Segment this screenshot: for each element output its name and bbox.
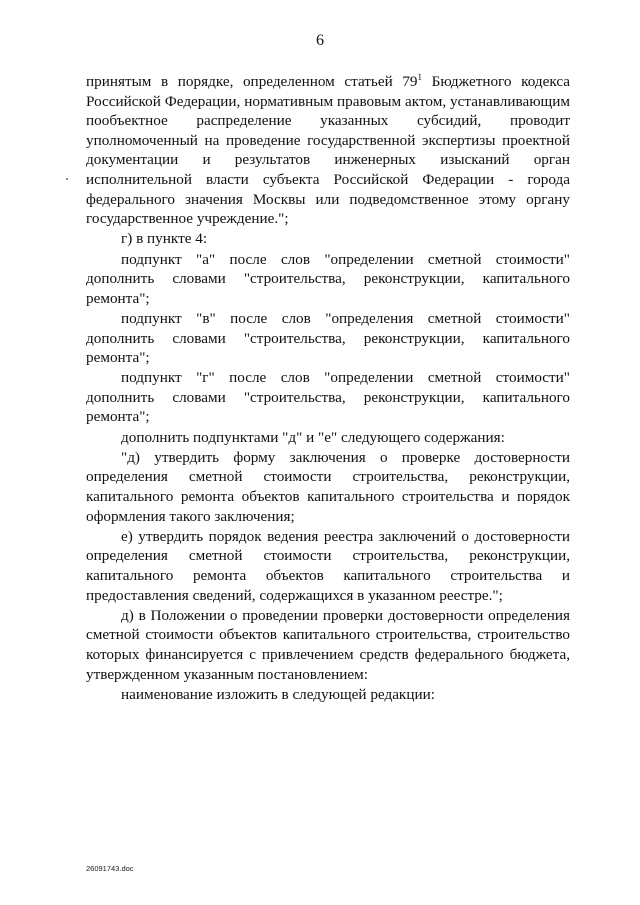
paragraph-5: подпункт "г" после слов "определении сметной стоимости" дополнить словами "строительства, реконструкции, капитального ремонта"; — [86, 369, 570, 426]
paragraph-9: д) в Положении о проведении проверки достоверности определения сметной стоимости объектов капитального строительства, строительство которых финансируется с привлечением средств федерального бюджета, утвержденном указанным постановлением: — [86, 606, 570, 683]
paragraph-10: наименование изложить в следующей редакции: — [121, 685, 435, 703]
paragraph-3: подпункт "а" после слов "определении сметной стоимости" дополнить словами "строительства, реконструкции, капитального ремонта"; — [86, 250, 570, 307]
footnote-superscript: 1 — [417, 72, 423, 82]
document-body — [86, 72, 570, 705]
paragraph-1-text: принятым в порядке, определенном статьей 79 — [86, 73, 418, 90]
footer-filename: 26091743.doc — [86, 864, 134, 873]
paragraph-7: "д) утвердить форму заключения о проверке достоверности определения сметной стоимости строительства, реконструкции, капитального ремонта объектов капитального строительства и порядок оформления такого заключения; — [86, 448, 570, 525]
paragraph-8: е) утвердить порядок ведения реестра заключений о достоверности определения сметной стоимости строительства, реконструкции, капитального ремонта объектов капитального строительства и предоставления сведений, содержащихся в указанном реестре."; — [86, 527, 570, 604]
paragraph-2: г) в пункте 4: — [121, 230, 208, 248]
paragraph-1 — [86, 72, 570, 229]
paragraph-6: дополнить подпунктами "д" и "е" следующего содержания: — [121, 428, 505, 446]
margin-mark — [66, 178, 68, 180]
page-number: 6 — [316, 32, 324, 49]
paragraph-4: подпункт "в" после слов "определения сметной стоимости" дополнить словами "строительства, реконструкции, капитального ремонта"; — [86, 309, 570, 367]
paragraph-1-tail: Бюджетного кодекса Российской Федерации, нормативным правовым актом, устанавливающим пообъектное распределение указанных субсидий, проводит уполномоченный на проведение государственной экспертизы проектной документации и результатов инженерных изысканий орган исполнительной власти субъекта Российской Федерации - города федерального значения Москвы или подведомственное этому органу государственное учреждение."; — [86, 73, 570, 228]
